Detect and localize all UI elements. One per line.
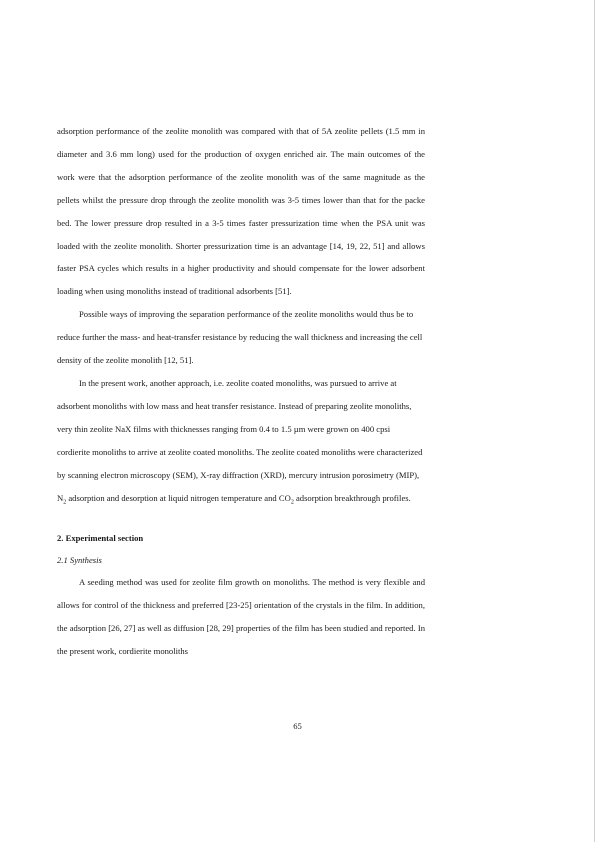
paragraph-3-text-c: adsorption breakthrough profiles. xyxy=(293,492,411,503)
paragraph-3 xyxy=(57,372,425,509)
body-text xyxy=(57,120,425,663)
page-number: 65 xyxy=(293,721,302,731)
paragraph-2: Possible ways of improving the separation performance of the zeolite monoliths would thus be to reduce further the mass- and heat-transfer resistance by reducing the wall thickness and increasing the cell density of the zeolite monolith [12, 51]. xyxy=(57,309,423,366)
paragraph-1: adsorption performance of the zeolite monolith was compared with that of 5A zeolite pellets (1.5 mm in diameter and 3.6 mm long) used for the production of oxygen enriched air. The main outcomes of the work were that the adsorption performance of the zeolite monolith was of the same magnitude as the pellets whilst the pressure drop through the zeolite monolith was 3-5 times lower than that for the packe bed. The lower pressure drop resulted in a 3-5 times faster pressurization time when the PSA unit was loaded with the zeolite monolith. Shorter pressurization time is an advantage [14, 19, 22, 51] and allows faster PSA cycles which results in a higher productivity and should compensate for the lower adsorbent loading when using monoliths instead of traditional adsorbents [51]. xyxy=(57,126,425,297)
paragraph-4: A seeding method was used for zeolite film growth on monoliths. The method is very flexible and allows for control of the thickness and preferred [23-25] orientation of the crystals in the film. In addition, the adsorption [26, 27] as well as diffusion [28, 29] properties of the film has been studied and reported. In the present work, cordierite monoliths xyxy=(57,577,425,657)
subsection-heading: 2.1 Synthesis xyxy=(57,555,102,566)
section-gap xyxy=(57,509,425,527)
paragraph-3-text-b: adsorption and desorption at liquid nitrogen temperature and CO xyxy=(66,492,291,503)
subscript-co2: 2 xyxy=(290,499,294,506)
subscript-n2: 2 xyxy=(63,499,67,506)
paragraph-3-text-a: In the present work, another approach, i.e. zeolite coated monoliths, was pursued to arrive at adsorbent monoliths with low mass and heat transfer resistance. Instead of preparing zeolite monoliths, very thin zeolite NaX films with thicknesses ranging from 0.4 to 1.5 µm were grown on 400 cpsi cordierite monoliths to arrive at zeolite coated monoliths. The zeolite coated monoliths were characterized by scanning electron microscopy (SEM), X-ray diffraction (XRD), mercury intrusion porosimetry (MIP), N xyxy=(57,377,423,503)
section-heading: 2. Experimental section xyxy=(57,533,144,544)
